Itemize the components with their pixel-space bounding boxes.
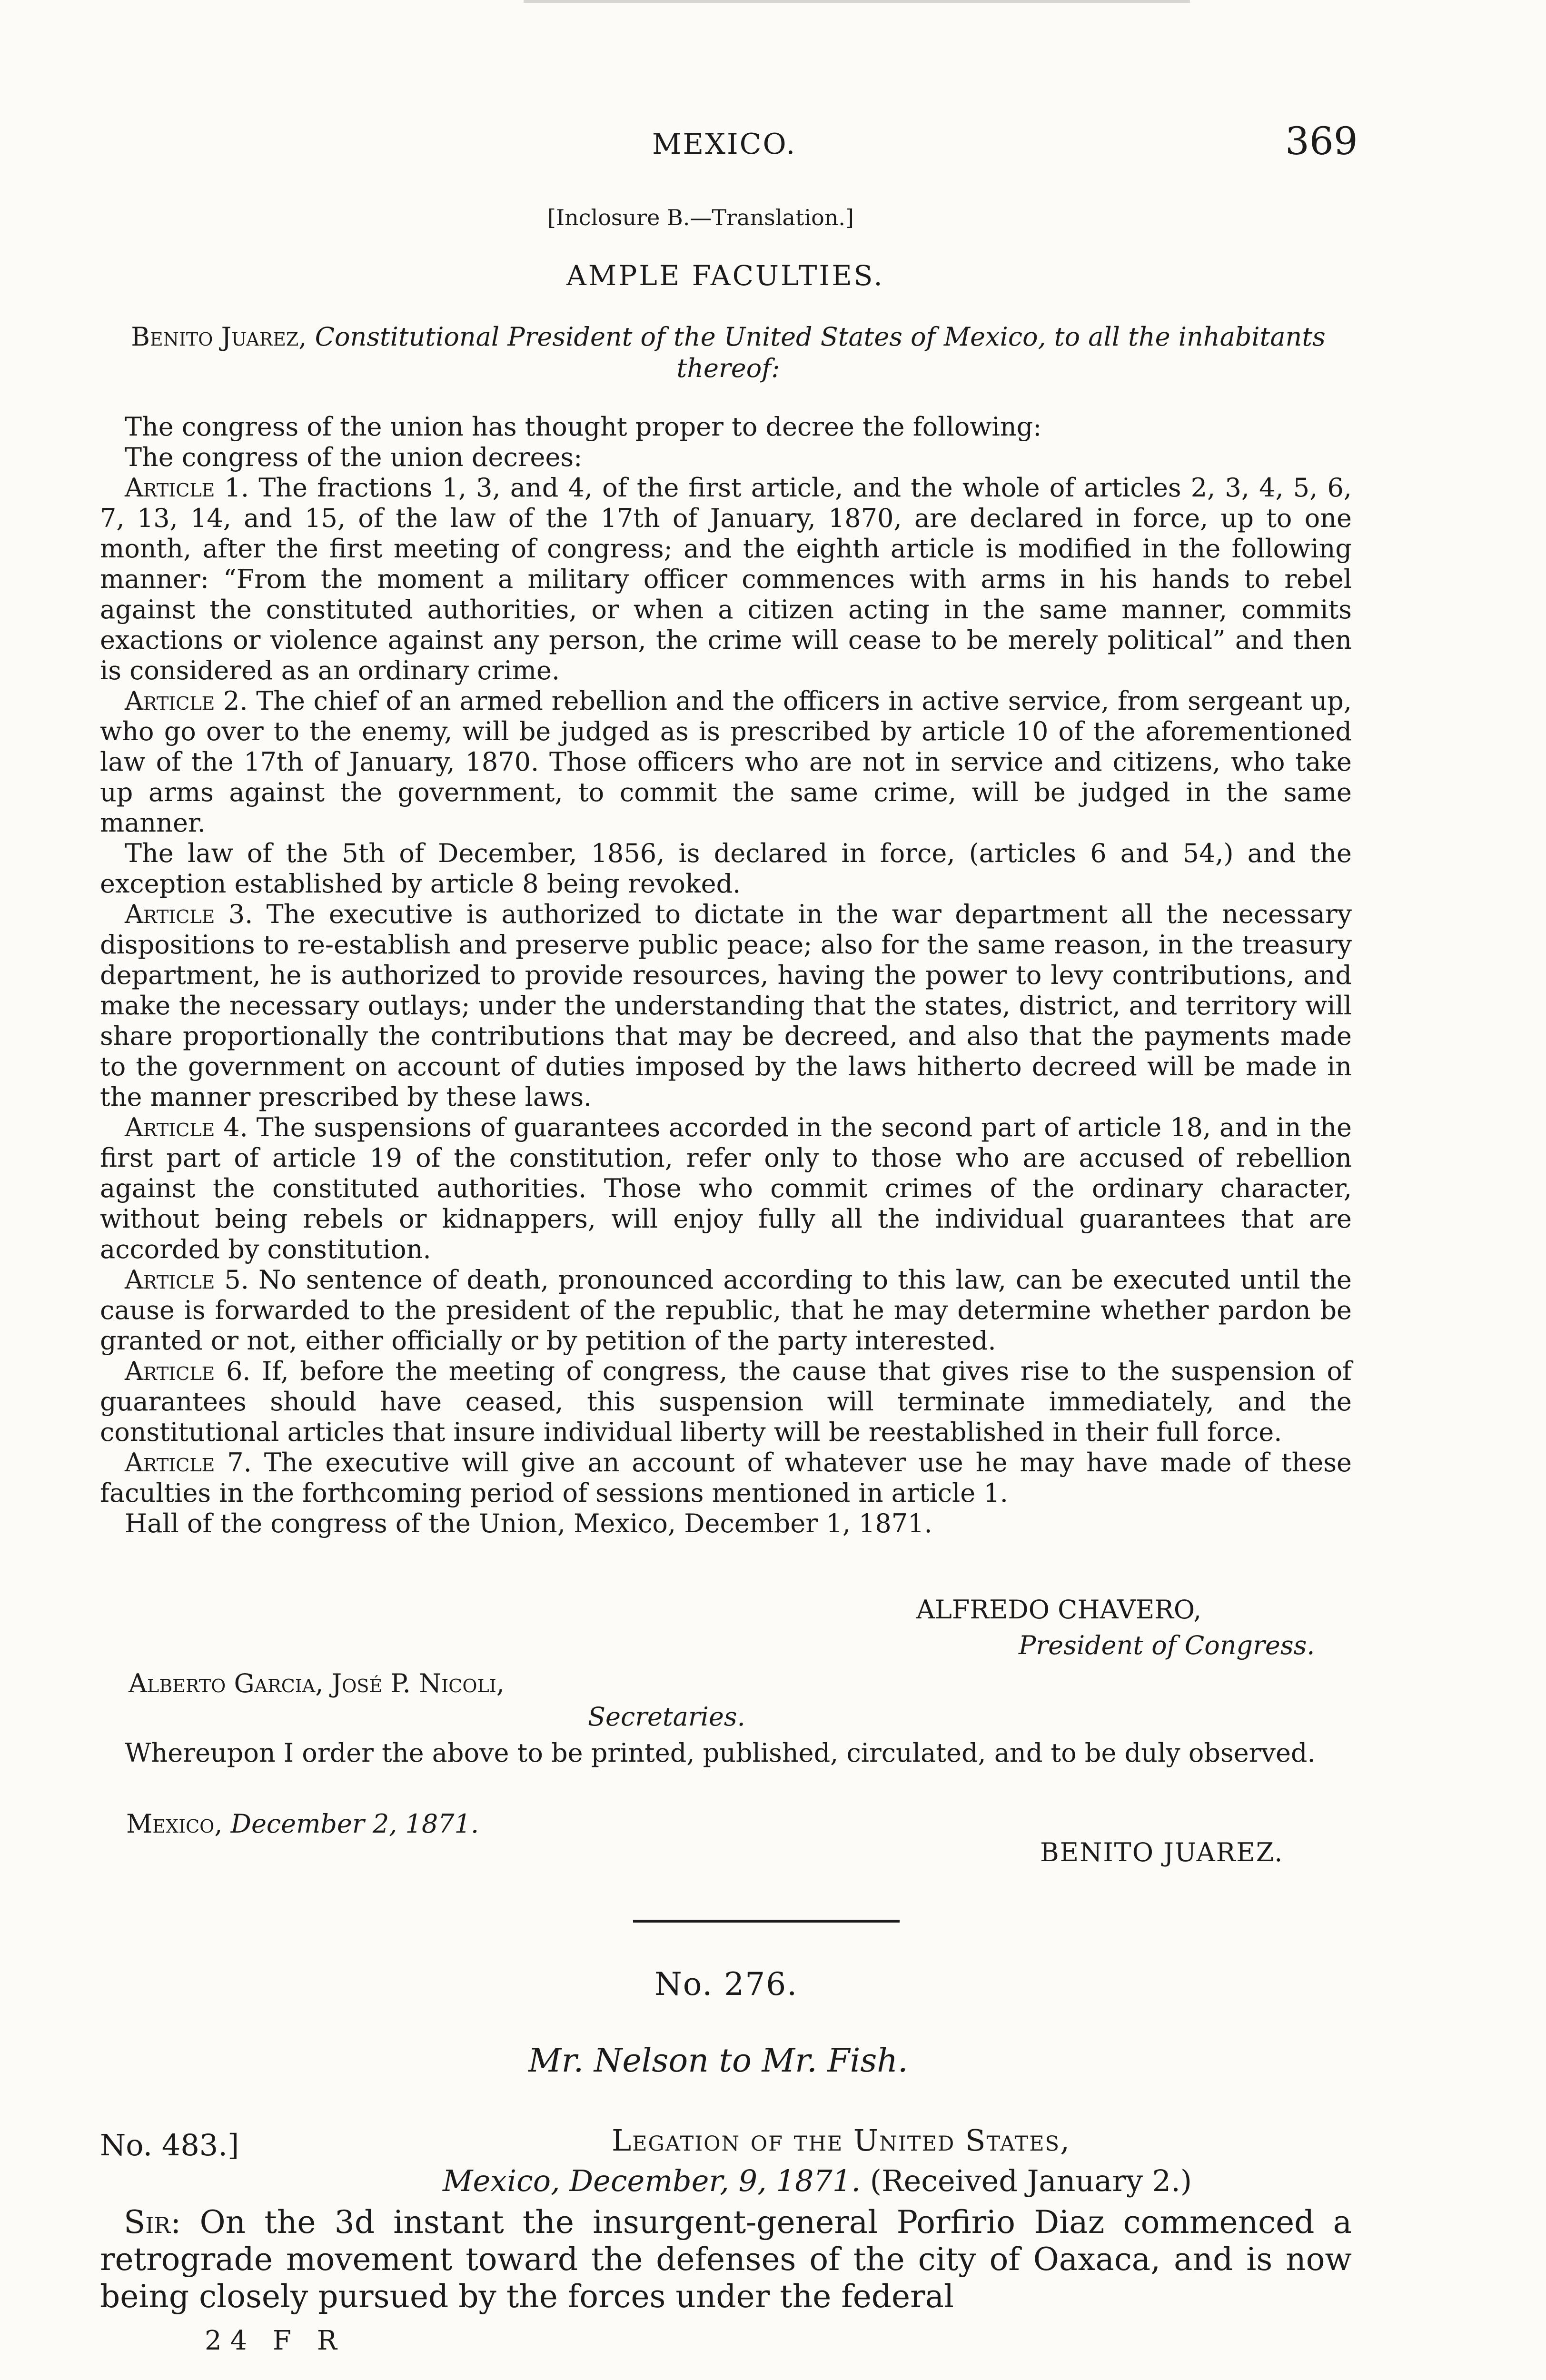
article-paragraph bbox=[100, 473, 1352, 686]
letter-paragraph bbox=[100, 2204, 1352, 2315]
preamble-name: Benito Juarez, bbox=[131, 322, 307, 352]
article-paragraph bbox=[100, 686, 1352, 838]
letter-dateline bbox=[443, 2163, 1192, 2198]
letter-salutation: Sir: bbox=[124, 2204, 181, 2241]
article-paragraph bbox=[100, 899, 1352, 1112]
article-paragraph bbox=[100, 1112, 1352, 1265]
article-label: Article 2. bbox=[125, 686, 248, 716]
legation-heading: Legation of the United States, bbox=[612, 2123, 1070, 2158]
secretaries-signature: Alberto Garcia, José P. Nicoli, bbox=[129, 1668, 505, 1698]
letter-text: On the 3d instant the insurgent-general Porfirio Diaz commenced a retrograde movement toward the defenses of the city of Oaxaca, and is now being closely pursued by the forces under the federal bbox=[100, 2204, 1352, 2315]
secretaries-title: Secretaries. bbox=[588, 1702, 745, 1732]
letter-received: (Received January 2.) bbox=[870, 2163, 1192, 2198]
running-header: MEXICO. bbox=[652, 128, 797, 161]
decree-intro: The congress of the union has thought proper to decree the following: bbox=[125, 412, 1042, 442]
decree-body bbox=[100, 412, 1352, 1539]
article-label: Article 6. bbox=[125, 1356, 251, 1386]
article-text: If, before the meeting of congress, the cause that gives rise to the suspension of guarantees should have ceased, this suspension will terminate immediately, and the constitutional articles that insure individual liberty will be reestablished in their full force. bbox=[100, 1356, 1352, 1447]
document-heading: Mr. Nelson to Mr. Fish. bbox=[528, 2042, 908, 2080]
article-label: Article 7. bbox=[125, 1448, 252, 1478]
article-text: No sentence of death, pronounced according to this law, can be executed until the cause is forwarded to the president of the republic, that he may determine whether pardon be granted or not, either officially or by petition of the party interested. bbox=[100, 1265, 1352, 1356]
whereupon-paragraph: Whereupon I order the above to be printed, published, circulated, and to be duly observed. bbox=[125, 1738, 1316, 1768]
page-number: 369 bbox=[1285, 119, 1358, 163]
article-text: The executive will give an account of whatever use he may have made of these faculties in the forthcoming period of sessions mentioned in article 1. bbox=[100, 1448, 1352, 1508]
president-title: President of Congress. bbox=[1019, 1630, 1315, 1660]
scan-edge bbox=[524, 0, 1190, 3]
decree-intro: The congress of the union decrees: bbox=[125, 442, 583, 472]
article-label: Article 1. bbox=[125, 473, 249, 503]
article-paragraph bbox=[100, 1448, 1352, 1508]
article-text: The law of the 5th of December, 1856, is declared in force, (articles 6 and 54,) and the exception established by article 8 being revoked. bbox=[100, 838, 1352, 899]
article-label: Article 5. bbox=[125, 1265, 249, 1295]
letter-body bbox=[100, 2204, 1352, 2315]
preamble bbox=[100, 321, 1357, 384]
juarez-signature: BENITO JUAREZ. bbox=[1040, 1837, 1284, 1867]
dateline-date: December 2, 1871. bbox=[230, 1809, 479, 1839]
section-title: AMPLE FACULTIES. bbox=[566, 259, 884, 292]
article-text: The chief of an armed rebellion and the officers in active service, from sergeant up, who go over to the enemy, will be judged as is prescribed by article 10 of the aforementioned law of the 17th of January, 1870. Those officers who are not in service and citizens, who take up arms against the government, to commit the same crime, will be judged in the same manner. bbox=[100, 686, 1352, 838]
inclosure-note: [Inclosure B.—Translation.] bbox=[547, 205, 854, 230]
section-divider bbox=[633, 1920, 900, 1923]
article-label: Article 4. bbox=[125, 1112, 248, 1142]
printer-signature-mark: 24 F R bbox=[205, 2325, 346, 2356]
article-label: Article 3. bbox=[125, 899, 253, 929]
hall-dateline: Hall of the congress of the Union, Mexico, December 1, 1871. bbox=[125, 1508, 932, 1538]
article-text: The executive is authorized to dictate in the war department all the necessary dispositions to re-establish and preserve public peace; also for the same reason, in the treasury department, he is authorized to provide resources, having the power to levy contributions, and make the necessary outlays; under the understanding that the states, district, and territory will share proportionally the contributions that may be decreed, and also that the payments made to the government on account of duties imposed by the laws hitherto decreed will be made in the manner prescribed by these laws. bbox=[100, 899, 1352, 1112]
article-paragraph bbox=[100, 1356, 1352, 1448]
article-text: The suspensions of guarantees accorded in the second part of article 18, and in the first part of article 19 of the constitution, refer only to those who are accused of rebellion against the constituted authorities. Those who commit crimes of the ordinary character, without being rebels or kidnappers, will enjoy fully all the individual guarantees that are accorded by constitution. bbox=[100, 1112, 1352, 1264]
dateline bbox=[126, 1809, 479, 1839]
dateline-place: Mexico, bbox=[126, 1809, 223, 1839]
article-paragraph bbox=[100, 838, 1352, 899]
letter-number: No. 483.] bbox=[100, 2128, 239, 2162]
letter-place-date: Mexico, December, 9, 1871. bbox=[443, 2163, 861, 2198]
document-number: No. 276. bbox=[654, 1966, 798, 2003]
president-signature: ALFREDO CHAVERO, bbox=[916, 1595, 1202, 1625]
article-text: The fractions 1, 3, and 4, of the first article, and the whole of articles 2, 3, 4, 5, 6, 7, 13, 14, and 15, of the law of the 17th of January, 1870, are declared in force, up to one month, after the first meeting of congress; and the eighth article is modified in the following manner: “From the moment a military officer commences with arms in his hands to rebel against the constituted authorities, or when a citizen acting in the same manner, commits exactions or violence against any person, the crime will cease to be merely political” and then is considered as an ordinary crime. bbox=[100, 473, 1352, 685]
article-paragraph bbox=[100, 1265, 1352, 1356]
preamble-text: Constitutional President of the United States of Mexico, to all the inhabitants thereof: bbox=[315, 322, 1326, 383]
